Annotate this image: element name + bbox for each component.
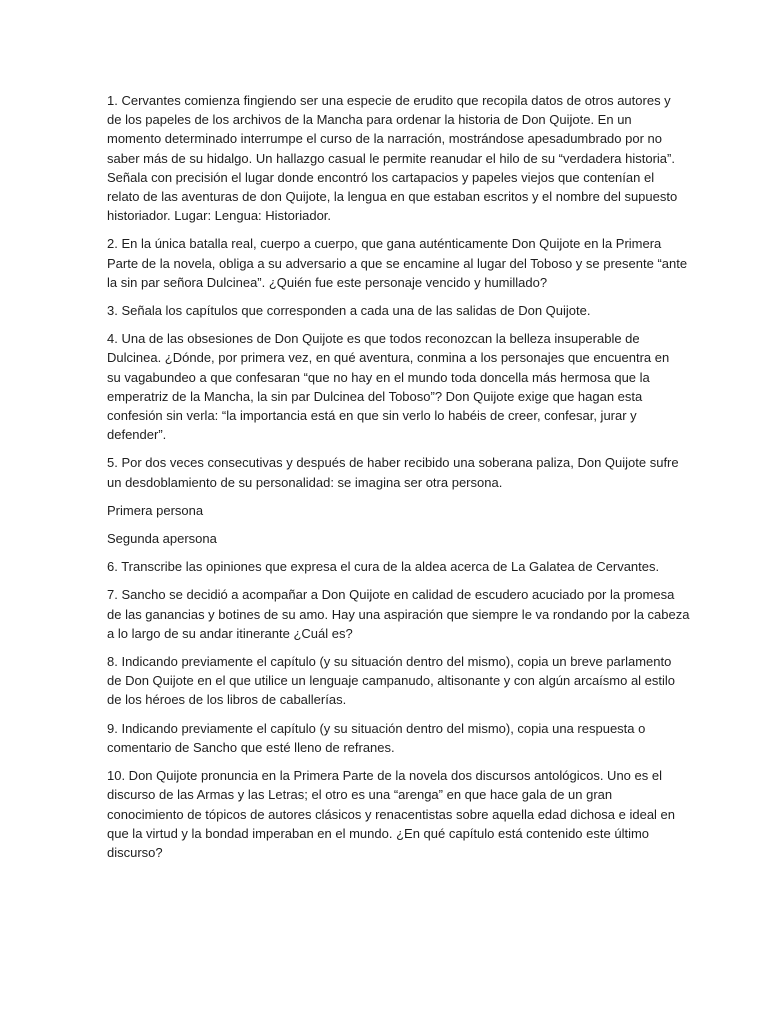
question-6	[107, 557, 667, 576]
text-line: Señala con precisión el lugar donde encontró los cartapacios y papeles viejos que contenían el	[107, 169, 655, 185]
text-line: discurso?	[107, 844, 163, 860]
question-4	[107, 329, 670, 444]
answer-first-person	[107, 501, 667, 520]
text-line: su vagabundeo a que confesaran “que no hay en el mundo toda doncella más hermosa que la	[107, 369, 650, 385]
text-line: conocimiento de tópicos de autores clásicos y renacentistas sobre aquella edad dichosa e ideal en	[107, 806, 676, 822]
text-line: de los papeles de los archivos de la Mancha para ordenar la historia de Don Quijote. En un	[107, 112, 632, 128]
text-line: de las ganancias y botines de su amo. Hay una aspiración que siempre le va rondando por la cabeza	[107, 606, 690, 622]
text-line: 7. Sancho se decidió a acompañar a Don Quijote en calidad de escudero acuciado por la promesa	[107, 587, 675, 603]
question-8	[107, 652, 676, 710]
text-line: Dulcinea. ¿Dónde, por primera vez, en qué aventura, conmina a los personajes que encuentra en	[107, 350, 670, 366]
question-10	[107, 766, 676, 862]
answer-second-person	[107, 529, 667, 548]
text-line: confesión sin verla: “la importancia está en que sin verlo lo habéis de creer, confesar, jurar y	[107, 408, 637, 424]
text-line: la sin par señora Dulcinea”. ¿Quién fue este personaje vencido y humillado?	[107, 274, 548, 290]
text-line: a lo largo de su andar itinerante ¿Cuál es?	[107, 625, 353, 641]
text-line: defender”.	[107, 427, 167, 443]
text-line: que la virtud y la bondad imperaban en el mundo. ¿En qué capítulo está contenido este último	[107, 825, 650, 841]
question-7	[107, 585, 690, 643]
text-line: un desdoblamiento de su personalidad: se imagina ser otra persona.	[107, 474, 503, 490]
text-line: 9. Indicando previamente el capítulo (y su situación dentro del mismo), copia una respuesta o	[107, 720, 646, 736]
text-line: 8. Indicando previamente el capítulo (y su situación dentro del mismo), copia un breve parlamento	[107, 654, 672, 670]
question-1	[107, 91, 678, 225]
question-9	[107, 719, 667, 757]
text-line: momento determinado interrumpe el curso de la narración, mostrándose apesadumbrado por no	[107, 131, 662, 147]
text-line: comentario de Sancho que esté lleno de refranes.	[107, 739, 395, 755]
text-line: 3. Señala los capítulos que corresponden a cada una de las salidas de Don Quijote.	[107, 303, 591, 319]
question-3	[107, 301, 667, 320]
text-line: 4. Una de las obsesiones de Don Quijote es que todos reconozcan la belleza insuperable de	[107, 331, 640, 347]
text-line: 2. En la única batalla real, cuerpo a cuerpo, que gana auténticamente Don Quijote en la Primera	[107, 236, 662, 252]
text-line: saber más de su hidalgo. Un hallazgo casual le permite reanudar el hilo de su “verdadera historia”.	[107, 150, 675, 166]
text-line: 1. Cervantes comienza fingiendo ser una especie de erudito que recopila datos de otros autores y	[107, 93, 671, 108]
text-line: 10. Don Quijote pronuncia en la Primera Parte de la novela dos discursos antológicos. Uno es el	[107, 768, 662, 784]
text-line: relato de las aventuras de don Quijote, la lengua en que estaban escritos y el nombre del supuesto	[107, 189, 678, 205]
text-line: de los héroes de los libros de caballerías.	[107, 692, 347, 708]
text-line: Parte de la novela, obliga a su adversario a que se encamine al lugar del Toboso y se presente “ante	[107, 255, 688, 271]
text-line: 6. Transcribe las opiniones que expresa el cura de la aldea acerca de La Galatea de Cervantes.	[107, 559, 660, 575]
question-5	[107, 453, 679, 491]
text-line: emperatriz de la Mancha, la sin par Dulcinea del Toboso”? Don Quijote exige que hagan esta	[107, 388, 643, 404]
text-line: Segunda apersona	[107, 531, 217, 547]
text-line: historiador. Lugar: Lengua: Historiador.	[107, 208, 332, 224]
question-2	[107, 234, 688, 292]
text-line: de Don Quijote en el que utilice un lenguaje campanudo, altisonante y con algún arcaísmo al estilo	[107, 673, 676, 689]
document-body	[107, 91, 690, 871]
text-line: Primera persona	[107, 502, 204, 518]
text-line: discurso de las Armas y las Letras; el otro es una “arenga” en que hace gala de un gran	[107, 787, 613, 803]
text-line: 5. Por dos veces consecutivas y después de haber recibido una soberana paliza, Don Quijote sufre	[107, 455, 679, 471]
